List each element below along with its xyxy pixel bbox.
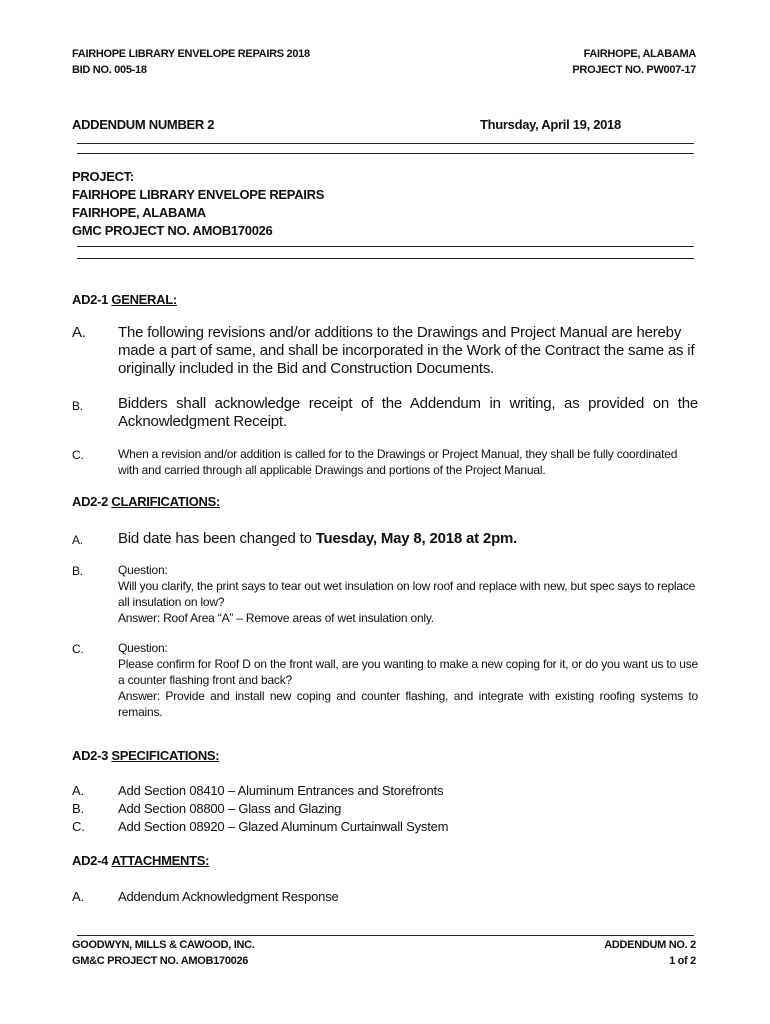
clarification-item-a bbox=[118, 530, 698, 548]
header-left bbox=[72, 46, 310, 78]
answer-text: Answer: Roof Area “A” – Remove areas of wet insulation only. bbox=[118, 611, 434, 625]
section-number: AD2-3 bbox=[72, 748, 109, 763]
section-number: AD2-4 bbox=[72, 853, 109, 868]
list-letter: B. bbox=[72, 564, 83, 578]
footer-left bbox=[72, 937, 255, 969]
list-letter: A. bbox=[72, 324, 86, 341]
section-clarifications-heading bbox=[72, 494, 220, 509]
general-item-c: When a revision and/or addition is called for to the Drawings or Project Manual, they shall be fully coordinated with and carried through all applicable Drawings and portions of the Project Manual. bbox=[118, 447, 678, 477]
header-project-number: PROJECT NO. PW007-17 bbox=[572, 64, 696, 76]
divider bbox=[77, 153, 694, 154]
divider bbox=[77, 246, 694, 247]
section-number: AD2-2 bbox=[72, 494, 109, 509]
list-letter: A. bbox=[72, 533, 83, 547]
section-number: AD2-1 bbox=[72, 292, 109, 307]
list-letter: C. bbox=[72, 819, 85, 834]
footer-company: GOODWYN, MILLS & CAWOOD, INC. bbox=[72, 939, 255, 951]
general-item-a: The following revisions and/or additions to the Drawings and Project Manual are hereby made a part of same, and shall be incorporated in the Work of the Contract the same as if originally included in the Bid and Construction Documents. bbox=[118, 324, 695, 377]
project-location: FAIRHOPE, ALABAMA bbox=[72, 205, 206, 220]
question-label: Question: bbox=[118, 563, 168, 577]
answer-text: Answer: Provide and install new coping and counter flashing, and integrate with existing roofing systems to remains. bbox=[118, 689, 698, 719]
spec-item: Add Section 08920 – Glazed Aluminum Curtainwall System bbox=[118, 819, 449, 834]
spec-item: Add Section 08800 – Glass and Glazing bbox=[118, 801, 342, 816]
attachment-item: Addendum Acknowledgment Response bbox=[118, 889, 339, 904]
addendum-date: Thursday, April 19, 2018 bbox=[480, 117, 621, 132]
divider bbox=[77, 143, 694, 144]
header-right bbox=[572, 46, 696, 78]
header-bid-number: BID NO. 005-18 bbox=[72, 64, 147, 76]
section-title: CLARIFICATIONS: bbox=[111, 494, 221, 509]
question-text: Please confirm for Roof D on the front wall, are you wanting to make a new coping for it, or do you want us to use a counter flashing front and back? bbox=[118, 657, 698, 687]
project-gmc-number: GMC PROJECT NO. AMOB170026 bbox=[72, 223, 273, 238]
section-title: GENERAL: bbox=[111, 292, 177, 307]
divider bbox=[77, 258, 694, 259]
project-label: PROJECT: bbox=[72, 169, 134, 184]
question-label: Question: bbox=[118, 641, 168, 655]
footer-addendum-number: ADDENDUM NO. 2 bbox=[604, 939, 696, 951]
list-letter: A. bbox=[72, 783, 84, 798]
clarification-item-b bbox=[118, 562, 698, 626]
footer-page-number: 1 of 2 bbox=[669, 955, 696, 967]
section-title: SPECIFICATIONS: bbox=[111, 748, 220, 763]
footer-right bbox=[604, 937, 696, 969]
addendum-title: ADDENDUM NUMBER 2 bbox=[72, 117, 215, 132]
footer-project-number: GM&C PROJECT NO. AMOB170026 bbox=[72, 955, 249, 967]
spec-item: Add Section 08410 – Aluminum Entrances and Storefronts bbox=[118, 783, 444, 798]
list-letter: B. bbox=[72, 399, 83, 413]
section-title: ATTACHMENTS: bbox=[111, 853, 210, 868]
bid-date-new: Tuesday, May 8, 2018 at 2pm. bbox=[315, 530, 518, 547]
list-letter: B. bbox=[72, 801, 84, 816]
project-name: FAIRHOPE LIBRARY ENVELOPE REPAIRS bbox=[72, 187, 325, 202]
section-attachments-heading bbox=[72, 853, 209, 868]
header-project-title: FAIRHOPE LIBRARY ENVELOPE REPAIRS 2018 bbox=[72, 48, 310, 60]
general-item-b: Bidders shall acknowledge receipt of the Addendum in writing, as provided on the Acknowledgment Receipt. bbox=[118, 395, 698, 430]
section-general-heading bbox=[72, 292, 177, 307]
project-block bbox=[72, 168, 324, 240]
question-text: Will you clarify, the print says to tear out wet insulation on low roof and replace with new, but spec says to replace all insulation on low? bbox=[118, 579, 696, 609]
footer-divider bbox=[77, 935, 694, 936]
list-letter: C. bbox=[72, 642, 84, 656]
list-letter: C. bbox=[72, 448, 84, 462]
section-specifications-heading bbox=[72, 748, 219, 763]
list-letter: A. bbox=[72, 889, 84, 904]
clarification-item-c bbox=[118, 640, 698, 720]
bid-date-text: Bid date has been changed to bbox=[118, 530, 316, 547]
header-location: FAIRHOPE, ALABAMA bbox=[583, 48, 696, 60]
